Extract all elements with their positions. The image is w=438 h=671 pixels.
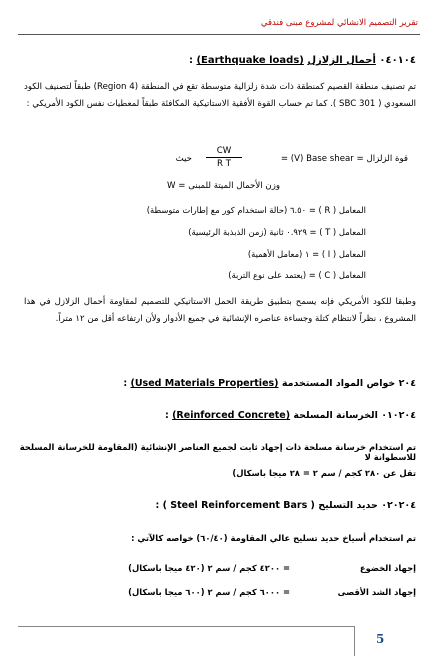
heading-title-ar: حديد التسليح: [318, 500, 378, 511]
fraction-bar: [206, 157, 242, 158]
w-definition: [130, 181, 280, 191]
steel-line-1: تم استخدام أسياخ حديد تسليح عالي المقاومة (٦٠/٤٠) خواصه كالآتي :: [131, 533, 416, 543]
heading-title-en: (Earthquake loads): [196, 55, 304, 66]
page-number: 5: [376, 632, 385, 646]
fraction-denominator: R T: [217, 159, 231, 169]
document-header: تقرير التصميم الانشائي لمشروع مبنى فندقي: [260, 18, 418, 28]
heading-number: ٢٠٤: [398, 378, 416, 389]
ultimate-stress-value: = ٦٠٠٠ كجم / سم ٢ (٦٠٠ ميجا باسكال): [128, 587, 290, 597]
heading-title-en: (Used Materials Properties): [130, 378, 279, 389]
heading-title-en: ( Steel Reinforcement Bars ): [162, 500, 315, 511]
footer-divider: [354, 626, 355, 656]
heading-title-ar: الخرسانة المسلحة: [293, 410, 378, 421]
concrete-heading: [22, 410, 416, 421]
heading-title-ar: أحمال الزلازل: [307, 55, 376, 66]
coefficient-t: المعامل ( T ) = ٠.٩٢٩ ثانية (زمن الذبذبة الرئيسية): [188, 227, 366, 237]
base-shear-label: = (V) Base shear = قوة الزلزال: [280, 154, 408, 164]
footer-rule: [18, 626, 354, 627]
yield-stress-label: إجهاد الخضوع: [359, 563, 416, 573]
concrete-line-1: تم استخدام خرسانة مسلحة ذات إجهاد ثابت لجميع العناصر الإنشائية (المقاومة للخرسانة المسلحة للاسطوانة لا: [19, 442, 416, 462]
w-text: = وزن الأحمال الميتة للمبنى: [178, 181, 280, 191]
coefficient-r: المعامل ( R ) = ٦.٥٠ (حالة استخدام كور مع إطارات متوسطة): [146, 205, 366, 215]
concrete-line-2: تقل عن ٢٨٠ كجم / سم ٢ = ٢٨ ميجا باسكال): [232, 468, 416, 478]
yield-stress-value: = ٤٢٠٠ كجم / سم ٢ (٤٢٠ ميجا باسكال): [128, 563, 290, 573]
heading-colon: :: [188, 55, 193, 66]
heading-title-en: (Reinforced Concrete): [172, 410, 291, 421]
header-rule: [18, 34, 420, 35]
earthquake-heading: [22, 55, 416, 66]
materials-heading: [22, 378, 416, 389]
static-method-paragraph: وطبقا للكود الأمريكي فإنه يسمح بتطبيق طريقة الحمل الاستاتيكي للتصميم لمقاومة أحمال الزلازل في هذا المشروع ، نظراً لانتظام كتلة وجساءة عناصره الإنشائية في جميع الأدوار ولأن ارتفاعه أقل من ١٢ متراً.: [24, 297, 416, 324]
earthquake-paragraph: تم تصنيف منطقة القصيم كمنطقة ذات شدة زلزالية متوسطة تقع في المنطقة (4 Region) طبقاً لتصنيف الكود السعودي ( SBC 301 ). كما تم حساب القوة الأفقية الاستاتيكية المكافئة طبقاً لمعطيات نفس الكود الأمريكي :: [24, 82, 417, 109]
heading-number: ٠١٠٢٠٤: [381, 410, 416, 421]
heading-colon: :: [123, 378, 128, 389]
fraction-numerator: CW: [216, 146, 232, 156]
heading-title-ar: خواص المواد المستخدمة: [281, 378, 396, 389]
w-symbol: W: [167, 181, 176, 191]
heading-number: ٠٤٠١٠٤: [379, 55, 416, 66]
heading-number: ٠٢٠٢٠٤: [381, 500, 416, 511]
heading-colon: :: [164, 410, 169, 421]
steel-heading: [22, 500, 416, 511]
ultimate-stress-label: إجهاد الشد الأقصى: [337, 587, 416, 597]
heading-colon: :: [155, 500, 160, 511]
formula-fraction: [206, 146, 242, 169]
formula-where: حيث: [175, 154, 192, 164]
coefficient-i: المعامل ( I ) = ١ (معامل الأهمية): [247, 249, 366, 259]
coefficient-c: المعامل ( C ) = (يعتمد على نوع التربة): [228, 270, 366, 280]
